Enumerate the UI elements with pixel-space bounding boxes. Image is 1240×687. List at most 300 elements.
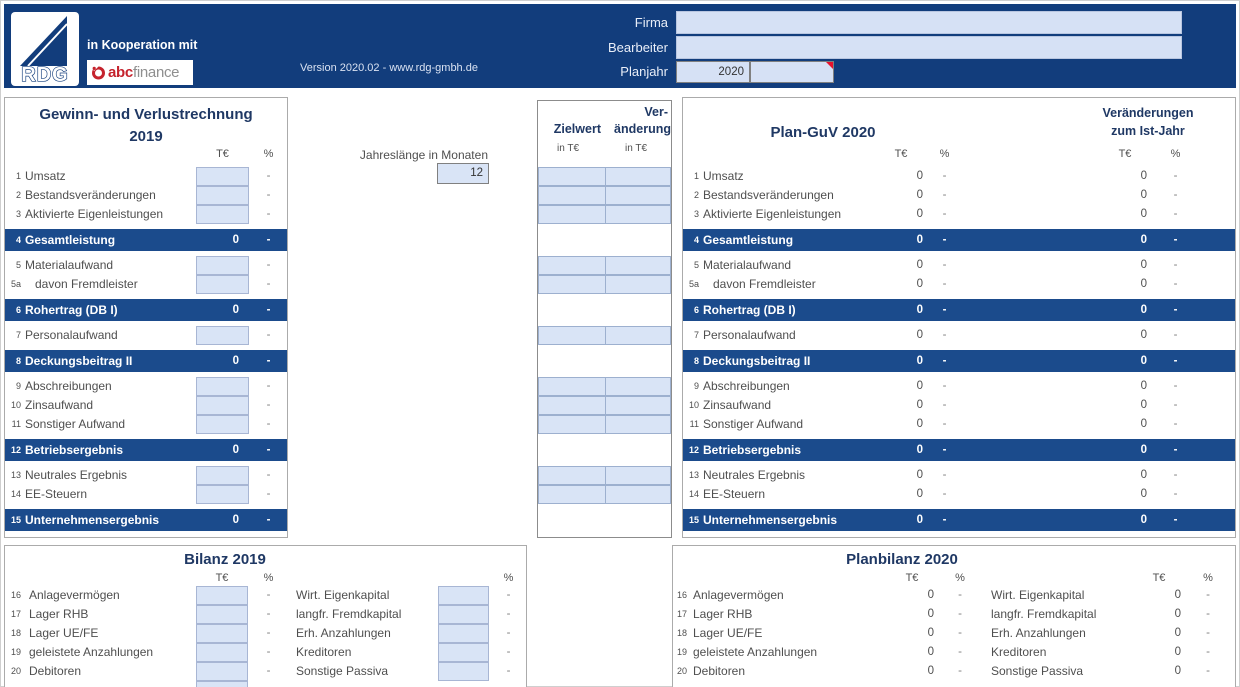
row-value-pct: - <box>942 234 947 246</box>
row-number: 4 <box>15 235 21 245</box>
row-label: Rohertrag (DB I) <box>25 303 118 317</box>
row-value-te: 0 <box>916 418 923 430</box>
guv2019-row-6 <box>5 299 287 321</box>
row-number: 5a <box>688 279 699 289</box>
veraenderung-input-5a[interactable] <box>605 275 671 294</box>
row-label: davon Fremdleister <box>713 277 816 291</box>
bilanz2019-row-17 <box>5 605 526 624</box>
planguv-row-2 <box>683 186 1235 205</box>
row-value-te: 0 <box>916 259 923 271</box>
zielwert-input-2[interactable] <box>538 186 606 205</box>
row-label: EE-Steuern <box>703 487 766 501</box>
row-label-aktiva: geleistete Anzahlungen <box>29 645 154 659</box>
row-number: 6 <box>693 305 699 315</box>
zielwert-row-12 <box>538 439 671 461</box>
planbilanz-col-te-passiva: T€ <box>1152 572 1166 584</box>
zielwert-input-1[interactable] <box>538 167 606 186</box>
bilanz2019-input-aktiva-20[interactable] <box>196 662 248 681</box>
row-value-te: 0 <box>916 488 923 500</box>
row-label-aktiva: Lager UE/FE <box>29 626 99 640</box>
zielwert-row-9 <box>538 377 671 396</box>
planguv-row-12 <box>683 439 1235 461</box>
row-delta-te: 0 <box>1140 380 1147 392</box>
zielwert-unit-1: in T€ <box>556 143 580 154</box>
row-value-te: 0 <box>916 304 923 316</box>
row-number: 9 <box>693 381 699 391</box>
row-te-aktiva: 0 <box>927 608 934 620</box>
row-number: 1 <box>15 171 21 181</box>
zielwert-row-10 <box>538 396 671 415</box>
row-value-te: 0 <box>232 444 239 456</box>
row-number: 10 <box>10 400 21 410</box>
row-label: Sonstiger Aufwand <box>703 417 804 431</box>
row-pct-aktiva: - <box>266 646 271 658</box>
planbilanz-row-17 <box>673 605 1235 624</box>
row-delta-te: 0 <box>1140 304 1147 316</box>
guv2019-row-9 <box>5 377 287 396</box>
bilanz2019-input-passiva-19[interactable] <box>438 643 489 662</box>
row-label: Betriebsergebnis <box>25 443 124 457</box>
row-label: Neutrales Ergebnis <box>25 468 128 482</box>
svg-text:RDG: RDG <box>21 64 69 86</box>
planguv-row-6 <box>683 299 1235 321</box>
row-label-aktiva: Debitoren <box>29 664 82 678</box>
planbilanz-row-19 <box>673 643 1235 662</box>
veraenderung-input-7[interactable] <box>605 326 671 345</box>
bilanz2019-row-20 <box>5 662 526 681</box>
row-value-te: 0 <box>916 399 923 411</box>
planguv-col-pct: % <box>939 148 950 160</box>
zielwert-row-1 <box>538 167 671 186</box>
row-label-passiva: Kreditoren <box>991 645 1047 659</box>
panel-bilanz-2019 <box>4 545 527 687</box>
row-number: 20 <box>676 666 687 676</box>
row-pct-aktiva: - <box>958 646 962 658</box>
row-value-pct: - <box>942 418 947 430</box>
row-value-te: 0 <box>916 329 923 341</box>
row-number: 3 <box>15 209 21 219</box>
row-delta-te: 0 <box>1140 469 1147 481</box>
row-value-te: 0 <box>916 170 923 182</box>
row-label: Gesamtleistung <box>703 233 794 247</box>
row-pct-aktiva: - <box>958 589 962 601</box>
row-label: Unternehmensergebnis <box>703 513 838 527</box>
row-pct-passiva: - <box>506 589 511 601</box>
row-number: 7 <box>693 330 699 340</box>
bilanz2019-input-aktiva-17[interactable] <box>196 605 248 624</box>
months-label: Jahreslänge in Monaten <box>359 148 488 162</box>
row-label-passiva: Wirt. Eigenkapital <box>296 588 390 602</box>
guv2019-input-2[interactable] <box>196 186 249 205</box>
row-label-passiva: langfr. Fremdkapital <box>296 607 402 621</box>
zielwert-input-5a[interactable] <box>538 275 606 294</box>
panel-guv-2019 <box>4 97 288 538</box>
guv2019-input-5[interactable] <box>196 256 249 275</box>
row-number: 2 <box>15 190 21 200</box>
planjahr-input[interactable]: 2020 <box>676 61 750 83</box>
row-value-pct: - <box>266 399 271 411</box>
guv2019-row-7 <box>5 326 287 345</box>
planguv-row-3 <box>683 205 1235 224</box>
row-value-te: 0 <box>232 355 239 367</box>
row-value-pct: - <box>942 380 947 392</box>
row-value-te: 0 <box>916 514 923 526</box>
row-label: Deckungsbeitrag II <box>703 354 811 368</box>
months-input[interactable]: 12 <box>437 163 489 184</box>
guv2019-row-11 <box>5 415 287 434</box>
guv2019-row-4 <box>5 229 287 251</box>
bilanz2019-input-aktiva-next[interactable] <box>196 681 248 687</box>
zielwert-input-7[interactable] <box>538 326 606 345</box>
zielwert-input-10[interactable] <box>538 396 606 415</box>
row-label: Abschreibungen <box>703 379 790 393</box>
zielwert-input-14[interactable] <box>538 485 606 504</box>
bilanz2019-input-passiva-20[interactable] <box>438 662 489 681</box>
row-number: 17 <box>676 609 687 619</box>
guv2019-row-2 <box>5 186 287 205</box>
row-label-passiva: Kreditoren <box>296 645 352 659</box>
veraenderung-input-14[interactable] <box>605 485 671 504</box>
row-te-aktiva: 0 <box>927 627 934 639</box>
row-number: 17 <box>10 609 21 619</box>
row-value-pct: - <box>942 355 947 367</box>
guv2019-row-1 <box>5 167 287 186</box>
row-value-pct: - <box>266 514 271 526</box>
zielwert-input-11[interactable] <box>538 415 606 434</box>
planjahr-input-2[interactable] <box>750 61 834 83</box>
row-label: Bestandsveränderungen <box>25 188 156 202</box>
row-te-passiva: 0 <box>1174 608 1181 620</box>
row-delta-pct: - <box>1173 514 1178 526</box>
planguv-row-13 <box>683 466 1235 485</box>
guv2019-input-11[interactable] <box>196 415 249 434</box>
planbilanz-col-pct-passiva: % <box>1203 572 1213 584</box>
panel-planguv-2020 <box>682 97 1236 538</box>
row-value-pct: - <box>266 418 271 430</box>
row-te-passiva: 0 <box>1174 665 1181 677</box>
row-label: Deckungsbeitrag II <box>25 354 133 368</box>
guv2019-input-10[interactable] <box>196 396 249 415</box>
row-delta-te: 0 <box>1140 444 1147 456</box>
row-label-aktiva: Debitoren <box>693 664 746 678</box>
row-number: 5 <box>693 260 699 270</box>
row-delta-te: 0 <box>1140 170 1147 182</box>
guv2019-input-3[interactable] <box>196 205 249 224</box>
planguv-row-14 <box>683 485 1235 504</box>
comment-marker <box>826 62 833 69</box>
zielwert-input-13[interactable] <box>538 466 606 485</box>
row-label-aktiva: Lager RHB <box>29 607 89 621</box>
zielwert-row-7 <box>538 326 671 345</box>
row-number: 3 <box>693 209 699 219</box>
row-value-pct: - <box>942 469 947 481</box>
planguv-row-9 <box>683 377 1235 396</box>
panel-planbilanz-2020 <box>672 545 1236 687</box>
zielwert-row-11 <box>538 415 671 434</box>
row-label-aktiva: Anlagevermögen <box>693 588 784 602</box>
planguv-row-10 <box>683 396 1235 415</box>
row-pct-aktiva: - <box>958 627 962 639</box>
row-label: Aktivierte Eigenleistungen <box>25 207 164 221</box>
row-number: 14 <box>10 489 21 499</box>
planguv-row-11 <box>683 415 1235 434</box>
row-pct-aktiva: - <box>958 608 962 620</box>
row-value-pct: - <box>942 208 947 220</box>
guv2019-row-13 <box>5 466 287 485</box>
planguv-row-8 <box>683 350 1235 372</box>
row-value-pct: - <box>942 399 947 411</box>
row-value-pct: - <box>942 514 947 526</box>
planguv-col-pct-delta: % <box>1170 148 1181 160</box>
row-label: Gesamtleistung <box>25 233 116 247</box>
row-value-pct: - <box>942 189 947 201</box>
planguv-row-15 <box>683 509 1235 531</box>
planjahr-label: Planjahr <box>620 64 668 79</box>
row-value-pct: - <box>266 355 271 367</box>
zielwert-input-9[interactable] <box>538 377 606 396</box>
guv2019-input-13[interactable] <box>196 466 249 485</box>
bilanz2019-col-pct: % <box>263 572 274 584</box>
bilanz2019-input-passiva-18[interactable] <box>438 624 489 643</box>
guv2019-row-5a <box>5 275 287 294</box>
planbilanz-row-20 <box>673 662 1235 681</box>
row-number: 5a <box>10 279 21 289</box>
guv2019-col-pct: % <box>263 148 274 160</box>
row-number: 12 <box>688 445 699 455</box>
row-delta-pct: - <box>1173 418 1178 430</box>
row-delta-te: 0 <box>1140 278 1147 290</box>
row-pct-aktiva: - <box>266 627 271 639</box>
veraenderung-input-5[interactable] <box>605 256 671 275</box>
row-pct-aktiva: - <box>266 589 271 601</box>
row-delta-te: 0 <box>1140 234 1147 246</box>
row-label: Zinsaufwand <box>25 398 94 412</box>
row-value-pct: - <box>942 278 947 290</box>
row-delta-te: 0 <box>1140 418 1147 430</box>
row-value-te: 0 <box>232 304 239 316</box>
guv2019-col-te: T€ <box>216 148 229 160</box>
planguv-row-5 <box>683 256 1235 275</box>
row-number: 8 <box>693 356 699 366</box>
row-label: EE-Steuern <box>25 487 88 501</box>
row-label-aktiva: Lager UE/FE <box>693 626 763 640</box>
bilanz2019-input-aktiva-16[interactable] <box>196 586 248 605</box>
row-label: Materialaufwand <box>703 258 792 272</box>
row-number: 20 <box>10 666 21 676</box>
row-label: Materialaufwand <box>25 258 114 272</box>
bilanz2019-row-partial <box>5 681 526 687</box>
guv2019-row-15 <box>5 509 287 531</box>
planguv-row-4 <box>683 229 1235 251</box>
veraenderung-input-1[interactable] <box>605 167 671 186</box>
row-value-pct: - <box>942 304 947 316</box>
row-number: 4 <box>693 235 699 245</box>
abcfinance-logo <box>87 60 193 85</box>
row-number: 2 <box>693 190 699 200</box>
row-label: Bestandsveränderungen <box>703 188 834 202</box>
veraenderung-input-10[interactable] <box>605 396 671 415</box>
row-value-te: 0 <box>916 208 923 220</box>
planguv-delta-2: zum Ist-Jahr <box>1111 124 1185 138</box>
guv2019-input-7[interactable] <box>196 326 249 345</box>
zielwert-row-5 <box>538 256 671 275</box>
row-label: Personalaufwand <box>703 328 796 342</box>
zielwert-row-5a <box>538 275 671 294</box>
row-delta-te: 0 <box>1140 189 1147 201</box>
row-number: 1 <box>693 171 699 181</box>
guv2019-input-9[interactable] <box>196 377 249 396</box>
zielwert-hdr-zielwert: Zielwert <box>553 122 601 136</box>
guv2019-row-5 <box>5 256 287 275</box>
zielwert-unit-2: in T€ <box>624 143 648 154</box>
veraenderung-input-9[interactable] <box>605 377 671 396</box>
row-delta-pct: - <box>1173 488 1178 500</box>
veraenderung-input-11[interactable] <box>605 415 671 434</box>
planbilanz-col-te: T€ <box>905 572 919 584</box>
row-delta-te: 0 <box>1140 355 1147 367</box>
row-pct-passiva: - <box>506 665 511 677</box>
row-delta-pct: - <box>1173 329 1178 341</box>
zielwert-row-13 <box>538 466 671 485</box>
row-value-te: 0 <box>916 278 923 290</box>
row-delta-pct: - <box>1173 234 1178 246</box>
row-pct-passiva: - <box>1206 608 1210 620</box>
row-pct-passiva: - <box>506 608 511 620</box>
planguv-row-5a <box>683 275 1235 294</box>
row-value-pct: - <box>942 259 947 271</box>
row-label: davon Fremdleister <box>35 277 138 291</box>
row-label: Betriebsergebnis <box>703 443 802 457</box>
row-number: 18 <box>676 628 687 638</box>
row-number: 12 <box>10 445 21 455</box>
guv2019-row-12 <box>5 439 287 461</box>
row-number: 14 <box>688 489 699 499</box>
row-value-pct: - <box>942 488 947 500</box>
bilanz2019-row-19 <box>5 643 526 662</box>
row-value-pct: - <box>266 469 271 481</box>
guv2019-input-1[interactable] <box>196 167 249 186</box>
planbilanz-row-18 <box>673 624 1235 643</box>
guv2019-input-14[interactable] <box>196 485 249 504</box>
guv2019-input-5a[interactable] <box>196 275 249 294</box>
row-number: 6 <box>15 305 21 315</box>
row-value-pct: - <box>266 380 271 392</box>
planguv-delta-1: Veränderungen <box>1102 106 1194 120</box>
row-label: Zinsaufwand <box>703 398 772 412</box>
row-delta-pct: - <box>1173 399 1178 411</box>
row-delta-te: 0 <box>1140 208 1147 220</box>
firma-label: Firma <box>634 15 668 30</box>
row-delta-pct: - <box>1173 444 1178 456</box>
row-delta-pct: - <box>1173 304 1178 316</box>
row-te-aktiva: 0 <box>927 589 934 601</box>
row-number: 15 <box>688 515 699 525</box>
zielwert-input-5[interactable] <box>538 256 606 275</box>
row-te-aktiva: 0 <box>927 665 934 677</box>
bearbeiter-label: Bearbeiter <box>608 40 668 55</box>
panel-zielwert <box>537 100 672 538</box>
planbilanz-col-pct: % <box>955 572 965 584</box>
row-label: Personalaufwand <box>25 328 118 342</box>
veraenderung-input-2[interactable] <box>605 186 671 205</box>
row-number: 7 <box>15 330 21 340</box>
row-value-pct: - <box>942 444 947 456</box>
row-pct-passiva: - <box>506 646 511 658</box>
planbilanz-title: Planbilanz 2020 <box>846 551 958 568</box>
rdg-logo <box>11 12 79 86</box>
row-label-aktiva: Anlagevermögen <box>29 588 120 602</box>
row-pct-aktiva: - <box>266 665 271 677</box>
firma-input[interactable] <box>676 11 1182 34</box>
bilanz2019-col-pct-passiva: % <box>503 572 514 584</box>
row-te-aktiva: 0 <box>927 646 934 658</box>
row-delta-pct: - <box>1173 259 1178 271</box>
row-delta-pct: - <box>1173 208 1178 220</box>
zielwert-input-3[interactable] <box>538 205 606 224</box>
bearbeiter-input[interactable] <box>676 36 1182 59</box>
row-value-pct: - <box>266 488 271 500</box>
bilanz2019-input-aktiva-19[interactable] <box>196 643 248 662</box>
row-value-te: 0 <box>916 469 923 481</box>
row-pct-aktiva: - <box>266 608 271 620</box>
veraenderung-input-13[interactable] <box>605 466 671 485</box>
zielwert-row-14 <box>538 485 671 504</box>
row-delta-te: 0 <box>1140 488 1147 500</box>
planguv-col-te-delta: T€ <box>1118 148 1132 160</box>
row-delta-te: 0 <box>1140 259 1147 271</box>
row-number: 19 <box>676 647 687 657</box>
zielwert-row-8 <box>538 350 671 372</box>
guv2019-row-14 <box>5 485 287 504</box>
row-pct-passiva: - <box>1206 665 1210 677</box>
row-delta-pct: - <box>1173 170 1178 182</box>
planguv-title: Plan-GuV 2020 <box>770 124 876 141</box>
zielwert-row-6 <box>538 299 671 321</box>
row-value-pct: - <box>942 329 947 341</box>
abc-text: abc <box>108 64 133 81</box>
bilanz2019-row-18 <box>5 624 526 643</box>
planguv-row-1 <box>683 167 1235 186</box>
row-value-pct: - <box>266 234 271 246</box>
version-text: Version 2020.02 - www.rdg-gmbh.de <box>300 62 478 74</box>
row-delta-te: 0 <box>1140 514 1147 526</box>
row-value-te: 0 <box>916 355 923 367</box>
row-label-aktiva: Lager RHB <box>693 607 753 621</box>
planbilanz-row-16 <box>673 586 1235 605</box>
row-value-pct: - <box>266 329 271 341</box>
guv2019-row-8 <box>5 350 287 372</box>
row-number: 10 <box>688 400 699 410</box>
row-pct-passiva: - <box>1206 589 1210 601</box>
row-value-te: 0 <box>232 514 239 526</box>
row-value-te: 0 <box>916 189 923 201</box>
planguv-row-7 <box>683 326 1235 345</box>
bilanz2019-row-16 <box>5 586 526 605</box>
veraenderung-input-3[interactable] <box>605 205 671 224</box>
row-label: Umsatz <box>25 169 66 183</box>
row-value-te: 0 <box>232 234 239 246</box>
zielwert-row-3 <box>538 205 671 224</box>
bilanz2019-input-passiva-16[interactable] <box>438 586 489 605</box>
row-label: Neutrales Ergebnis <box>703 468 806 482</box>
bilanz2019-input-passiva-17[interactable] <box>438 605 489 624</box>
bilanz2019-input-aktiva-18[interactable] <box>196 624 248 643</box>
row-label: Aktivierte Eigenleistungen <box>703 207 842 221</box>
zielwert-hdr-aenderung: änderung <box>614 122 671 136</box>
row-value-pct: - <box>266 259 271 271</box>
row-label-passiva: Erh. Anzahlungen <box>296 626 391 640</box>
row-te-passiva: 0 <box>1174 627 1181 639</box>
